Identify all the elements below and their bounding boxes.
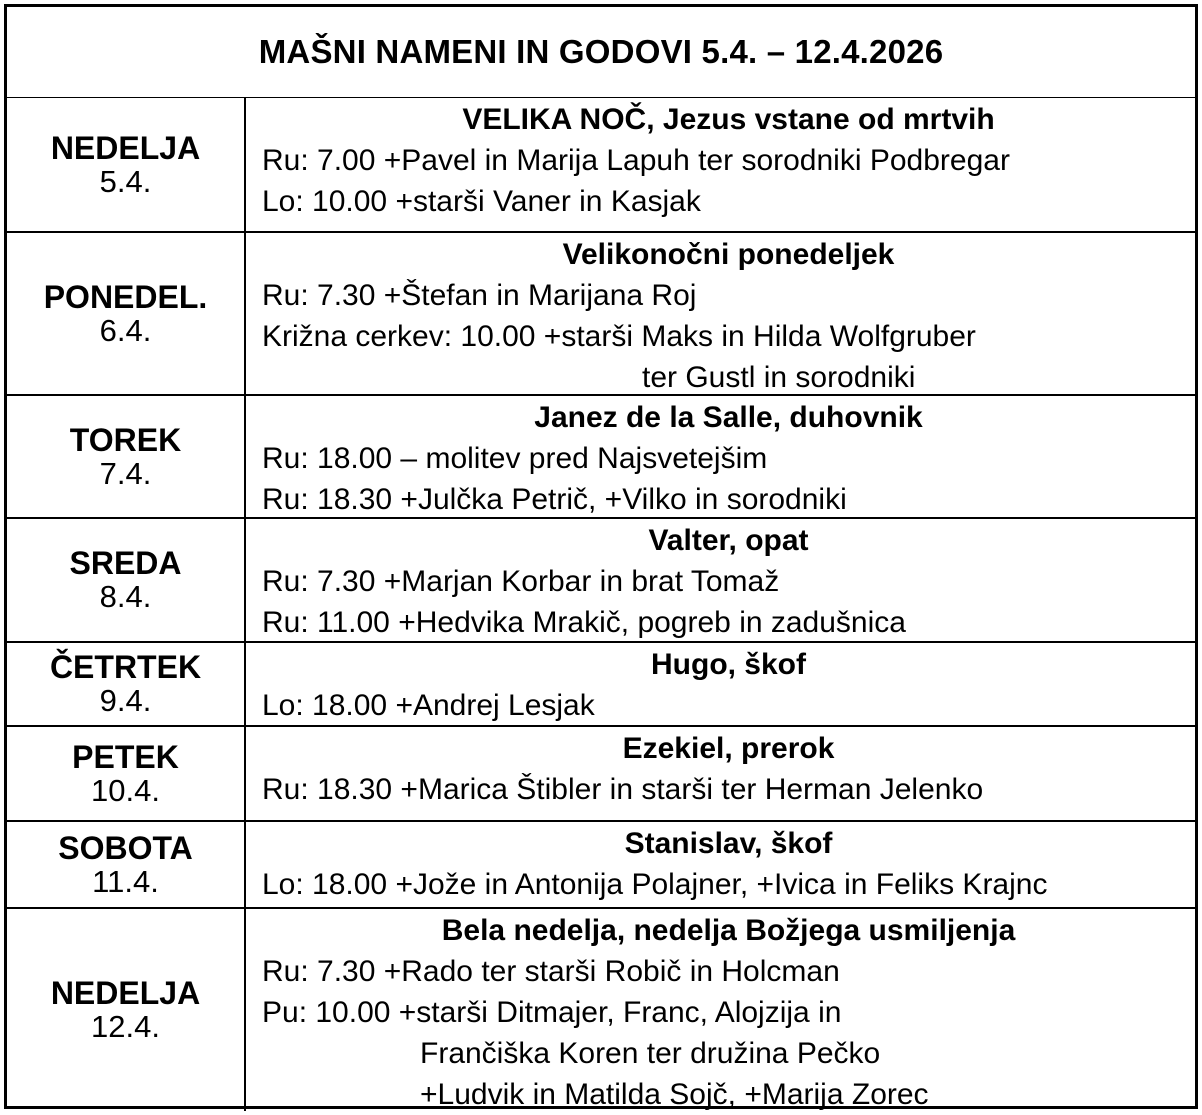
content-cell: [246, 727, 1195, 820]
content-cell: [246, 519, 1195, 641]
content-cell: [246, 822, 1195, 907]
day-cell: [7, 909, 246, 1111]
mass-intention: Lo: 18.00 +Jože in Antonija Polajner, +Ivica in Feliks Krajnc: [262, 868, 1048, 901]
mass-intention: Lo: 18.00 +Andrej Lesjak: [262, 689, 595, 722]
mass-intention: Ru: 18.30 +Julčka Petrič, +Vilko in sorodniki: [262, 483, 847, 516]
title-row: [7, 7, 1195, 98]
day-date: 9.4.: [99, 683, 152, 718]
feast-title: Velikonočni ponedeljek: [562, 238, 895, 271]
day-cell: [7, 822, 246, 907]
day-row-sunday-5-4: [7, 98, 1195, 233]
page-title: MAŠNI NAMENI IN GODOVI 5.4. – 12.4.2026: [258, 33, 944, 70]
day-cell: [7, 519, 246, 641]
mass-intention: Ru: 7.00 +Pavel in Marija Lapuh ter sorodniki Podbregar: [262, 144, 1010, 177]
day-row-friday-10-4: [7, 727, 1195, 822]
feast-title: Ezekiel, prerok: [622, 732, 835, 765]
day-cell: [7, 98, 246, 231]
day-name: PONEDEL.: [43, 278, 208, 315]
day-row-monday-6-4: [7, 233, 1195, 396]
content-cell: [246, 396, 1195, 517]
day-date: 6.4.: [99, 312, 152, 348]
feast-title: Janez de la Salle, duhovnik: [534, 401, 923, 434]
day-date: 8.4.: [99, 579, 152, 614]
day-name: NEDELJA: [50, 129, 201, 166]
content-cell: [246, 909, 1195, 1111]
day-row-tuesday-7-4: [7, 396, 1195, 519]
day-row-wednesday-8-4: [7, 519, 1195, 643]
mass-intention: Ru: 11.00 +Hedvika Mrakič, pogreb in zadušnica: [262, 606, 906, 639]
mass-intention: Ru: 7.30 +Štefan in Marijana Roj: [262, 279, 697, 312]
schedule-table: [4, 4, 1198, 1109]
mass-intention: Lo: 10.00 +starši Vaner in Kasjak: [262, 185, 701, 218]
feast-title: Stanislav, škof: [624, 827, 833, 860]
day-cell: [7, 396, 246, 517]
feast-title: Hugo, škof: [651, 648, 806, 681]
day-cell: [7, 233, 246, 394]
mass-intention-continued: Frančiška Koren ter družina Pečko: [420, 1037, 881, 1070]
day-name: TOREK: [69, 421, 182, 458]
mass-intention-continued: ter Gustl in sorodniki: [642, 361, 916, 394]
content-cell: [246, 98, 1195, 231]
day-row-sunday-12-4: [7, 909, 1195, 1111]
mass-intention-continued: +Ludvik in Matilda Sojč, +Marija Zorec: [420, 1078, 929, 1111]
day-date: 7.4.: [99, 455, 152, 491]
day-date: 12.4.: [91, 1009, 160, 1044]
content-cell: [246, 643, 1195, 725]
feast-title: Valter, opat: [648, 524, 809, 557]
day-date: 10.4.: [91, 772, 160, 808]
day-cell: [7, 643, 246, 725]
day-date: 5.4.: [99, 163, 152, 199]
day-name: NEDELJA: [50, 975, 201, 1011]
mass-intention: Ru: 18.30 +Marica Štibler in starši ter Herman Jelenko: [262, 773, 984, 806]
day-row-saturday-11-4: [7, 822, 1195, 909]
feast-title: VELIKA NOČ, Jezus vstane od mrtvih: [462, 103, 995, 136]
day-name: ČETRTEK: [49, 649, 202, 685]
day-row-thursday-9-4: [7, 643, 1195, 727]
content-cell: [246, 233, 1195, 394]
day-name: SOBOTA: [58, 829, 193, 866]
day-name: SREDA: [69, 545, 182, 581]
day-name: PETEK: [72, 738, 179, 775]
mass-intention: Ru: 7.30 +Rado ter starši Robič in Holcman: [262, 955, 840, 988]
mass-intention: Ru: 18.00 – molitev pred Najsvetejšim: [262, 442, 768, 475]
feast-title: Bela nedelja, nedelja Božjega usmiljenja: [441, 914, 1016, 947]
day-date: 11.4.: [92, 863, 159, 899]
day-cell: [7, 727, 246, 820]
mass-intention: Pu: 10.00 +starši Ditmajer, Franc, Alojzija in: [262, 996, 842, 1029]
mass-intention: Ru: 7.30 +Marjan Korbar in brat Tomaž: [262, 565, 780, 598]
mass-intention: Križna cerkev: 10.00 +starši Maks in Hilda Wolfgruber: [262, 320, 976, 353]
